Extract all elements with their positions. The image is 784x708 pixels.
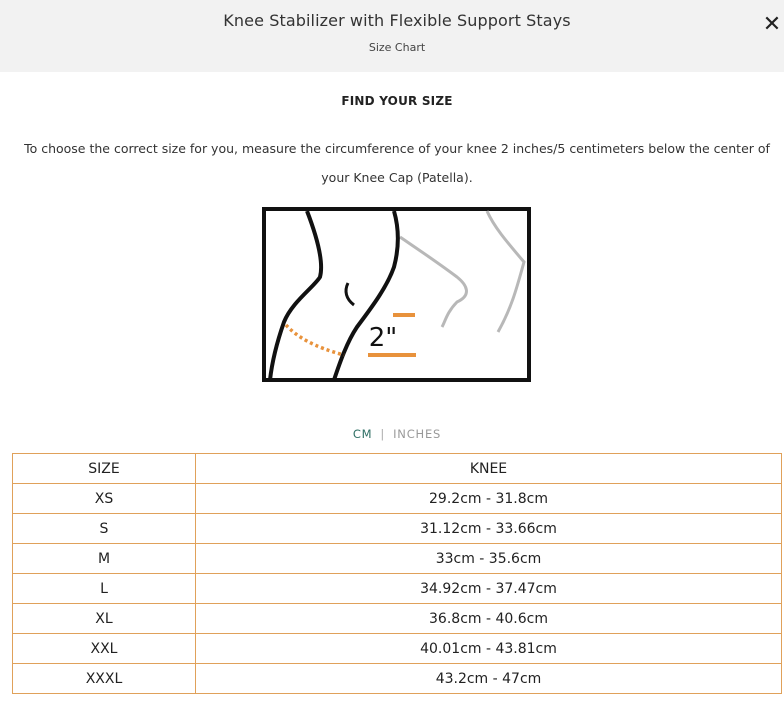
measure-bar-top — [393, 313, 415, 317]
measure-instructions: To choose the correct size for you, measure the circumference of your knee 2 inches/5 centimeters below the center of your Knee Cap (Patella). — [24, 141, 770, 185]
size-column-header: SIZE — [13, 454, 196, 484]
size-cell: XXL — [13, 634, 196, 664]
size-cell: XL — [13, 604, 196, 634]
size-cell: XS — [13, 484, 196, 514]
table-row — [13, 664, 782, 694]
table-row — [13, 544, 782, 574]
product-title: Knee Stabilizer with Flexible Support Stays — [223, 11, 571, 30]
knee-cell: 31.12cm - 33.66cm — [196, 514, 782, 544]
knee-measurement-illustration — [262, 207, 532, 383]
unit-toggle — [0, 427, 784, 441]
measure-label: 2" — [368, 323, 398, 353]
unit-cm-option[interactable]: CM — [352, 427, 373, 441]
measure-bar-bottom — [368, 353, 416, 357]
table-row — [13, 574, 782, 604]
close-icon[interactable]: ✕ — [762, 12, 782, 37]
find-your-size-heading: FIND YOUR SIZE — [341, 94, 453, 108]
size-chart-subtitle: Size Chart — [368, 41, 426, 54]
knee-cell: 29.2cm - 31.8cm — [196, 484, 782, 514]
knee-cell: 33cm - 35.6cm — [196, 544, 782, 574]
knee-column-header: KNEE — [196, 454, 782, 484]
knee-cell: 43.2cm - 47cm — [196, 664, 782, 694]
size-chart-table — [12, 453, 782, 694]
unit-inches-option[interactable]: INCHES — [393, 427, 442, 441]
table-row — [13, 604, 782, 634]
table-row — [13, 484, 782, 514]
knee-cell: 40.01cm - 43.81cm — [196, 634, 782, 664]
table-header-row — [13, 454, 782, 484]
size-cell: M — [13, 544, 196, 574]
knee-cell: 36.8cm - 40.6cm — [196, 604, 782, 634]
table-row — [13, 634, 782, 664]
unit-separator: | — [380, 427, 386, 441]
size-cell: L — [13, 574, 196, 604]
size-cell: S — [13, 514, 196, 544]
size-cell: XXXL — [13, 664, 196, 694]
modal-header — [0, 0, 784, 72]
table-row — [13, 514, 782, 544]
knee-cell: 34.92cm - 37.47cm — [196, 574, 782, 604]
